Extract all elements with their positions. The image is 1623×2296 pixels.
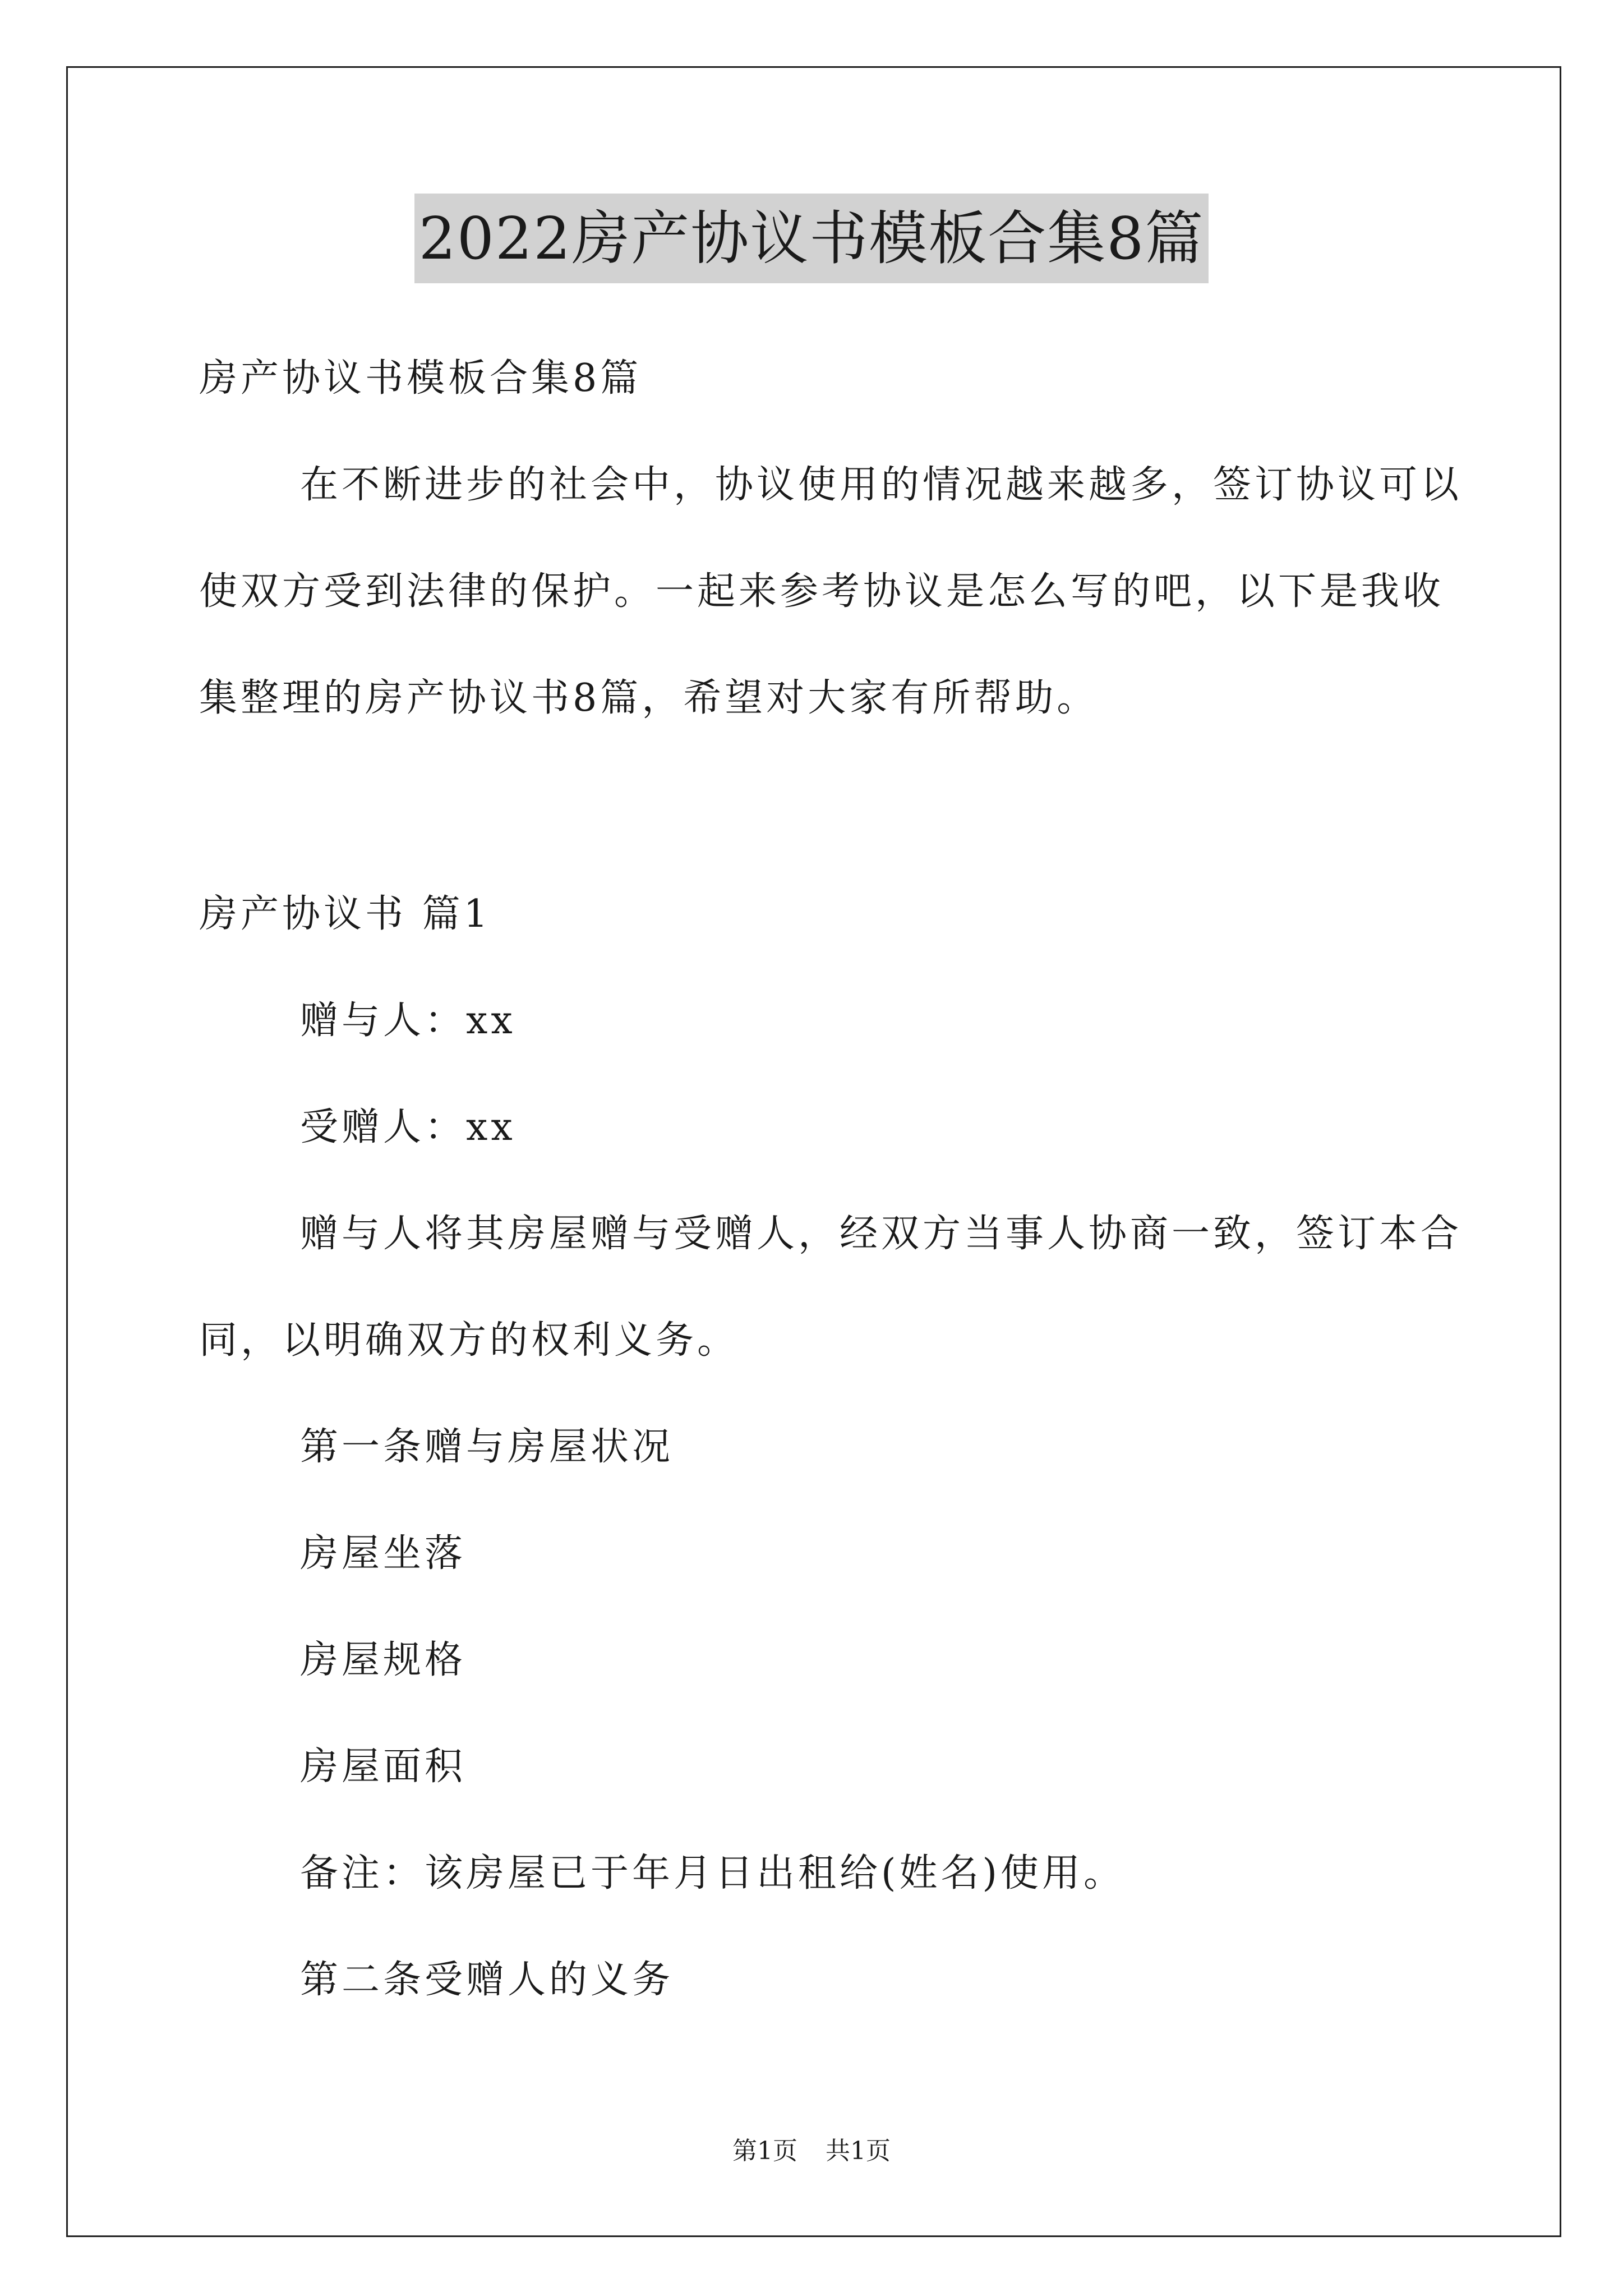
page-footer [0,2134,1623,2168]
house-area-line: 房屋面积 [300,1745,467,1789]
intro-line-1: 在不断进步的社会中，协议使用的情况越来越多，签订协议可以 [300,463,1463,507]
remark-line: 备注：该房屋已于年月日出租给(姓名)使用。 [300,1851,1126,1895]
donee-line: 受赠人：xx [300,1105,516,1149]
house-spec-line: 房屋规格 [300,1638,467,1682]
intro-line-2: 使双方受到法律的保护。一起来参考协议是怎么写的吧，以下是我收 [199,569,1445,614]
document-subtitle: 房产协议书模板合集8篇 [199,356,642,401]
intro-line-3: 集整理的房产协议书8篇，希望对大家有所帮助。 [199,676,1099,720]
section-heading: 房产协议书 篇1 [199,892,491,936]
page-total: 共1页 [826,2137,891,2165]
body-line: 赠与人将其房屋赠与受赠人，经双方当事人协商一致，签订本合 [300,1212,1463,1256]
article-2-heading: 第二条受赠人的义务 [300,1958,674,2002]
article-1-heading: 第一条赠与房屋状况 [300,1425,674,1469]
title-container [0,194,1623,283]
donor-line: 赠与人：xx [300,999,516,1043]
document-title: 2022房产协议书模板合集8篇 [414,194,1209,283]
house-location-line: 房屋坐落 [300,1531,467,1576]
body-line: 同，以明确双方的权利义务。 [199,1318,739,1363]
page-number: 第1页 [732,2137,797,2165]
